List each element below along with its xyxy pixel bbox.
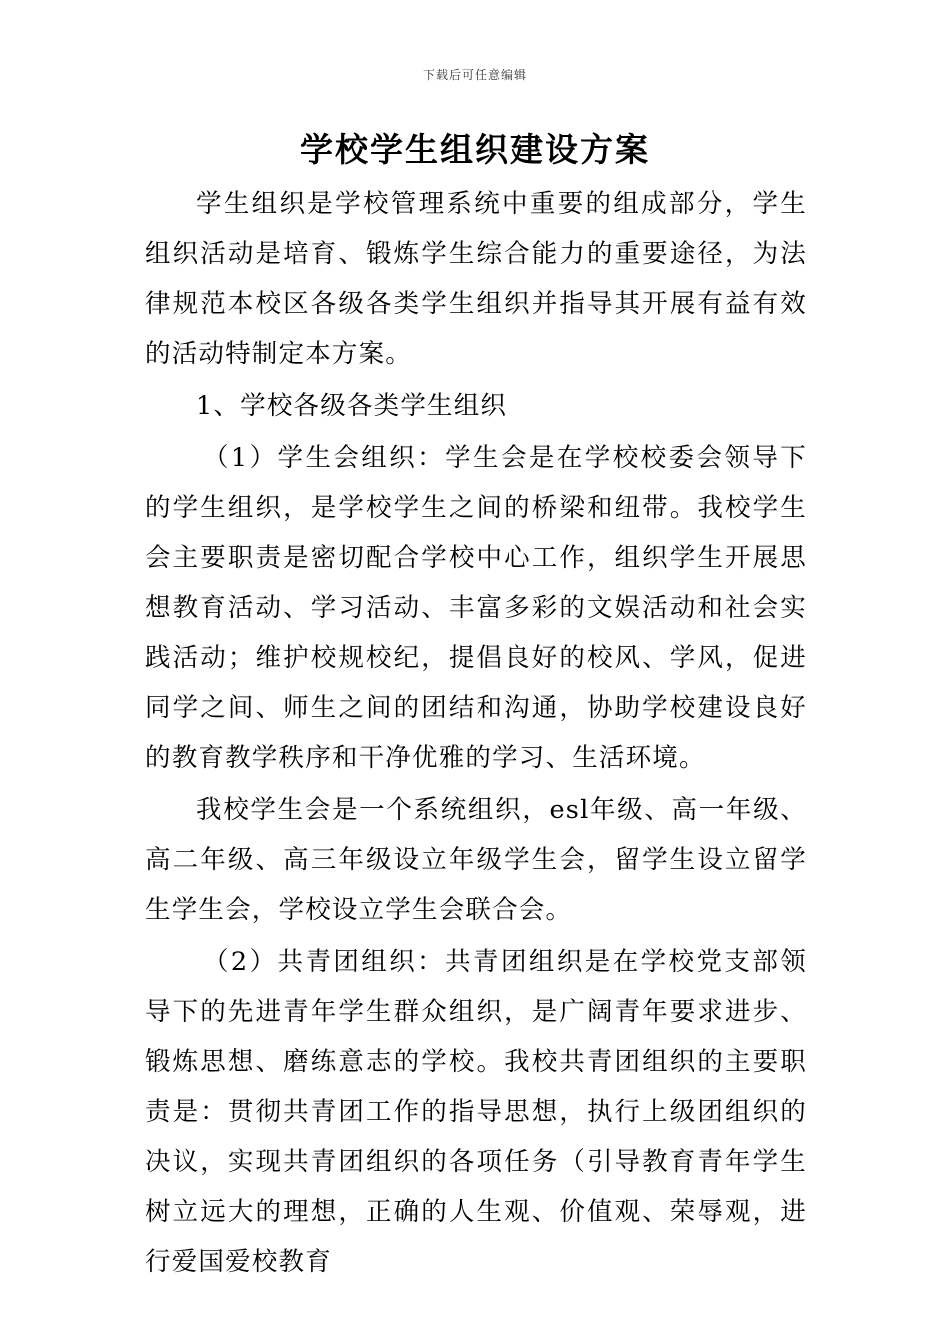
- youth-league-paragraph: （2）共青团组织：共青团组织是在学校党支部领导下的先进青年学生群众组织，是广阔青年要求进步、锻炼思想、磨练意志的学校。我校共青团组织的主要职责是：贯彻共青团工作的指导思想，执行上级团组织的决议，实现共青团组织的各项任务（引导教育青年学生树立远大的理想，正确的人生观、价值观、荣辱观，进行爱国爱校教育: [145, 947, 807, 1277]
- section-heading-1: 1、学校各级各类学生组织: [196, 391, 508, 421]
- document-title: 学校学生组织建设方案: [300, 130, 650, 169]
- intro-paragraph: 学生组织是学校管理系统中重要的组成部分，学生组织活动是培育、锻炼学生综合能力的重要途径，为法律规范本校区各级各类学生组织并指导其开展有益有效的活动特制定本方案。: [145, 189, 807, 369]
- student-union-paragraph: （1）学生会组织：学生会是在学校校委会领导下的学生组织，是学校学生之间的桥梁和纽带。我校学生会主要职责是密切配合学校中心工作，组织学生开展思想教育活动、学习活动、丰富多彩的文娱活动和社会实践活动；维护校规校纪，提倡良好的校风、学风，促进同学之间、师生之间的团结和沟通，协助学校建设良好的教育教学秩序和干净优雅的学习、生活环境。: [145, 443, 807, 773]
- document-body: [145, 179, 807, 1287]
- header-note: 下载后可任意编辑: [422, 68, 527, 82]
- student-union-structure-paragraph: 我校学生会是一个系统组织，esl年级、高一年级、高二年级、高三年级设立年级学生会，留学生设立留学生学生会，学校设立学生会联合会。: [145, 795, 807, 925]
